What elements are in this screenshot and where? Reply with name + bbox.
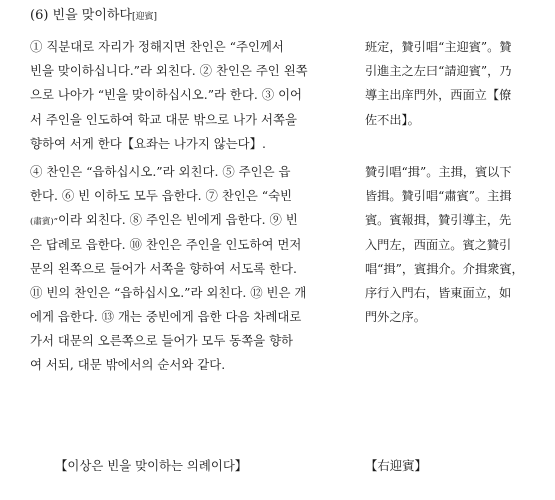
hanja-line: 序行入門右，皆東面立，如 bbox=[365, 285, 512, 300]
hanja-line: 贊引唱“揖”。主揖，賓以下 bbox=[365, 164, 512, 179]
hanja-line: 佐不出】。 bbox=[365, 112, 420, 127]
blank-line bbox=[365, 132, 540, 156]
korean-line-text: 이라 외친다. ⑧ 주인은 빈에게 읍한다. ⑨ 빈 bbox=[57, 212, 298, 228]
hanja-line: 入門左，西面立。賓之贊引 bbox=[365, 237, 512, 252]
korean-line: 빈을 맞이하십니다.”라 외친다. ② 찬인은 주인 왼쪽 bbox=[30, 63, 308, 79]
korean-line: 한다. ⑥ 빈 이하도 모두 읍한다. ⑦ 찬인은 “숙빈 bbox=[30, 188, 293, 204]
hanja-line: 班定，贊引唱“主迎賓”。贊 bbox=[365, 40, 512, 54]
hanja-section-footer: 【右迎賓】 bbox=[365, 458, 427, 473]
sukbin-hanja: (肅賓)” bbox=[30, 217, 58, 228]
korean-line: ⑪ 빈의 찬인은 “읍하십시오.”라 외친다. ⑫ 빈은 개 bbox=[30, 284, 307, 300]
korean-line: ④ 찬인은 “읍하십시오.”라 외친다. ⑤ 주인은 읍 bbox=[30, 163, 291, 179]
korean-line: 여 서되, 대문 밖에서의 순서와 같다. bbox=[30, 357, 226, 373]
hanja-line: 門外之序。 bbox=[365, 310, 426, 325]
hanja-line: 導主出庠門外，西面立【僚 bbox=[365, 88, 512, 103]
korean-line-sukbin bbox=[30, 208, 348, 232]
section-title-hanja: [迎賓] bbox=[132, 12, 158, 22]
korean-line: 서 주인을 인도하여 학교 대문 밖으로 나가 서쪽을 bbox=[30, 111, 297, 127]
korean-line: 가서 대문의 오른쪽으로 들어가 모두 동쪽을 향하 bbox=[30, 333, 294, 349]
korean-line: ① 직분대로 자리가 정해지면 찬인은 “주인께서 bbox=[30, 39, 284, 54]
hanja-line: 唱“揖”，賓揖介。介揖衆賓， bbox=[365, 261, 524, 276]
korean-line: 에게 읍한다. ⑬ 개는 중빈에게 읍한 다음 차례대로 bbox=[30, 309, 302, 325]
hanja-line: 皆揖。贊引唱“肅賓”。主揖 bbox=[365, 189, 512, 204]
hanja-line: 引進主之左曰“請迎賓”，乃 bbox=[365, 64, 512, 79]
section-title bbox=[30, 7, 157, 26]
korean-section-footer: 【이상은 빈을 맞이하는 의례이다】 bbox=[55, 458, 248, 473]
section-title-text: (6) 빈을 맞이하다 bbox=[30, 8, 133, 23]
korean-line: 문의 왼쪽으로 들어가 서쪽을 향하여 서도록 한다. bbox=[30, 260, 297, 276]
korean-line: 으로 나아가 “빈을 맞이하십시오.”라 한다. ③ 이어 bbox=[30, 87, 303, 103]
hanja-line: 賓。賓報揖，贊引導主，先 bbox=[365, 213, 512, 228]
classical-chinese-column bbox=[365, 35, 540, 329]
korean-line: 은 답례로 읍한다. ⑩ 찬인은 주인을 인도하여 먼저 bbox=[30, 236, 302, 252]
korean-translation-column bbox=[30, 35, 348, 378]
korean-line: 향하여 서게 한다【요좌는 나가지 않는다】. bbox=[30, 135, 266, 151]
